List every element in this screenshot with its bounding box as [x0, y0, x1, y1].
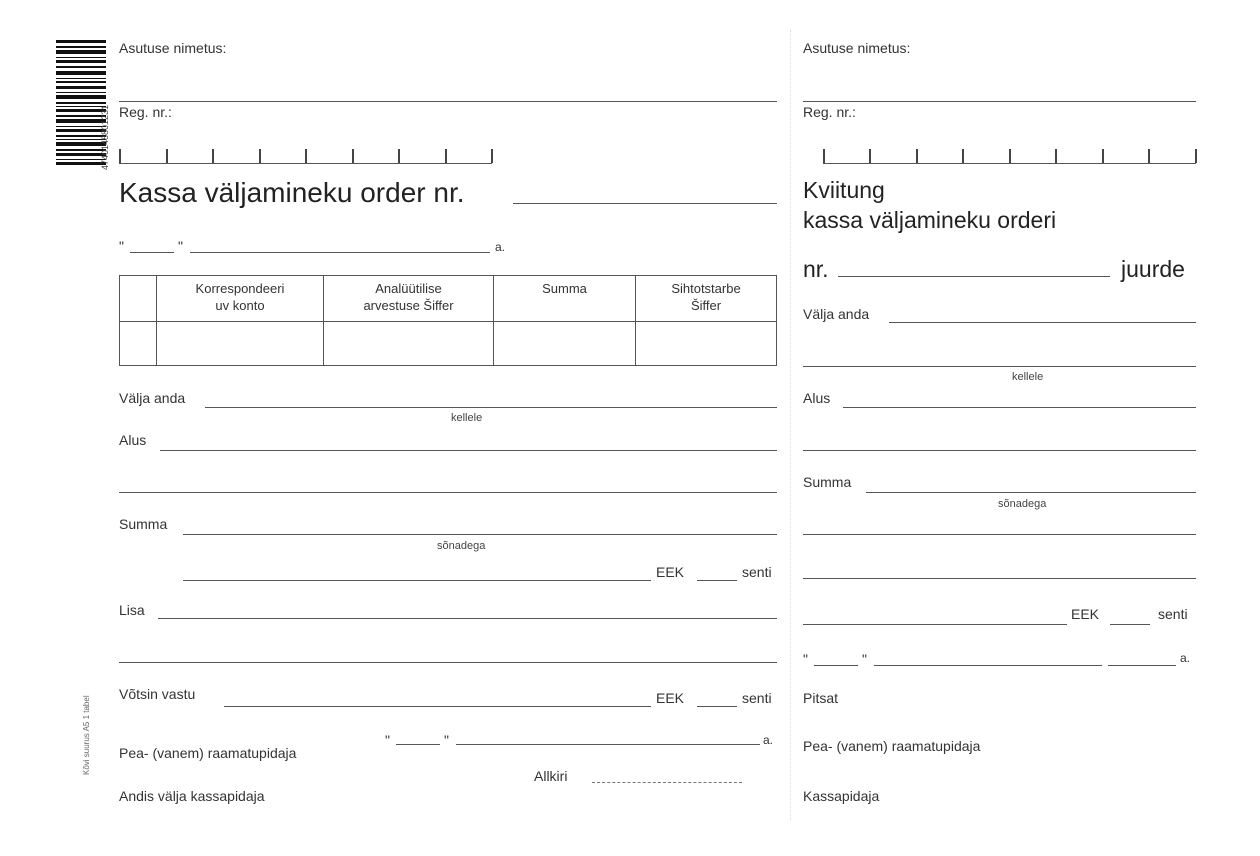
receipt-sum-label: Summa	[803, 474, 852, 490]
sum-words-line-2[interactable]	[183, 580, 651, 581]
table-cell-account[interactable]	[157, 322, 323, 365]
date2-month-line[interactable]	[456, 744, 760, 745]
receipt-institution-label: Asutuse nimetus:	[803, 40, 911, 56]
receipt-reg-label: Reg. nr.:	[803, 104, 856, 120]
currency-label-2: EEK	[656, 690, 685, 706]
side-note: Kõvi suurus A5 1 tabel	[82, 695, 91, 775]
table-header-account: Korrespondeeri uv konto	[195, 281, 285, 313]
signature-label: Allkiri	[534, 768, 568, 784]
receipt-reg-tick	[962, 149, 964, 163]
receipt-reg-tick	[869, 149, 871, 163]
reg-tick	[398, 149, 400, 163]
receipt-pay-to-line[interactable]	[889, 322, 1196, 323]
receipt-date-month-line[interactable]	[874, 665, 1102, 666]
date-year-suffix: a.	[495, 240, 506, 254]
date-day-line[interactable]	[130, 252, 174, 253]
pay-to-label: Välja anda	[119, 390, 186, 406]
sum-words-line[interactable]	[183, 534, 777, 535]
currency-label: EEK	[656, 564, 685, 580]
receipt-institution-line[interactable]	[803, 101, 1196, 102]
reg-tick	[259, 149, 261, 163]
table-header-sum: Summa	[542, 281, 587, 296]
receipt-reg-tick	[1055, 149, 1057, 163]
receipt-sum-hint: sõnadega	[998, 498, 1047, 510]
tear-divider	[790, 30, 791, 820]
reg-code-field[interactable]	[119, 163, 492, 164]
receipt-date-year-line[interactable]	[1108, 665, 1176, 666]
receipt-stamp-label: Pitsat	[803, 690, 839, 706]
receipt-basis-label: Alus	[803, 390, 831, 406]
cents-label: senti	[742, 564, 772, 580]
reg-tick	[166, 149, 168, 163]
accountant-label: Pea- (vanem) raamatupidaja	[119, 745, 297, 761]
reg-tick	[212, 149, 214, 163]
receipt-cents-label: senti	[1158, 606, 1188, 622]
receipt-pay-to-hint: kellele	[1012, 371, 1044, 383]
date2-day-line[interactable]	[396, 744, 440, 745]
receipt-reg-tick	[1195, 149, 1197, 163]
receipt-reg-tick	[823, 149, 825, 163]
receipt-basis-line-2[interactable]	[803, 450, 1196, 451]
reg-tick	[352, 149, 354, 163]
institution-label: Asutuse nimetus:	[119, 40, 227, 56]
basis-line-2[interactable]	[119, 492, 777, 493]
barcode-image	[56, 40, 106, 168]
table-cell-analytic[interactable]	[324, 322, 493, 365]
receipt-sum-line-3[interactable]	[803, 578, 1196, 579]
receipt-date-quote-open: "	[803, 651, 808, 667]
sum-hint: sõnadega	[437, 540, 486, 552]
receipt-date-year-suffix: a.	[1180, 651, 1191, 665]
table-header-analytic: Analüütilise arvestuse Šiffer	[363, 281, 454, 313]
receipt-sum-line-4[interactable]	[803, 624, 1067, 625]
receipt-juurde-label: juurde	[1121, 256, 1185, 282]
date-month-line[interactable]	[190, 252, 490, 253]
appendix-line[interactable]	[158, 618, 777, 619]
receipt-currency-label: EEK	[1071, 606, 1100, 622]
receipt-date-day-line[interactable]	[814, 665, 858, 666]
receipt-reg-tick	[1102, 149, 1104, 163]
basis-line[interactable]	[160, 450, 777, 451]
date2-quote-open: "	[385, 732, 390, 748]
receipt-subtitle: kassa väljamineku orderi	[803, 207, 1057, 233]
receipt-reg-code-field[interactable]	[823, 163, 1196, 164]
signature-line[interactable]	[592, 782, 742, 783]
receipt-nr-label: nr.	[803, 256, 829, 282]
receipt-reg-tick	[1148, 149, 1150, 163]
table-cell-purpose[interactable]	[636, 322, 776, 365]
cents-line[interactable]	[697, 580, 737, 581]
date2-quote-close: "	[444, 732, 449, 748]
reg-tick	[491, 149, 493, 163]
table-cell-sum[interactable]	[494, 322, 635, 365]
cents-label-2: senti	[742, 690, 772, 706]
sum-label: Summa	[119, 516, 168, 532]
receipt-title: Kviitung	[803, 177, 885, 203]
receipt-order-number-line[interactable]	[838, 276, 1110, 277]
reg-label: Reg. nr.:	[119, 104, 172, 120]
receipt-sum-line[interactable]	[866, 492, 1196, 493]
table-header-purpose: Sihtotstarbe Šiffer	[671, 281, 741, 313]
receipt-basis-line[interactable]	[843, 407, 1196, 408]
cents-line-2[interactable]	[697, 706, 737, 707]
receipt-pay-to-label: Välja anda	[803, 306, 870, 322]
order-number-line[interactable]	[513, 203, 777, 204]
receipt-reg-tick	[1009, 149, 1011, 163]
receipt-date-quote-close: "	[862, 651, 867, 667]
receipt-accountant-label: Pea- (vanem) raamatupidaja	[803, 738, 981, 754]
receipt-sum-line-2[interactable]	[803, 534, 1196, 535]
receipt-cashier-label: Kassapidaja	[803, 788, 880, 804]
institution-line[interactable]	[119, 101, 777, 102]
appendix-line-2[interactable]	[119, 662, 777, 663]
cashier-label: Andis välja kassapidaja	[119, 788, 265, 804]
accounting-table	[119, 275, 777, 366]
received-amount-line[interactable]	[224, 706, 651, 707]
date-quote-open: "	[119, 238, 124, 254]
order-title: Kassa väljamineku order nr.	[119, 177, 465, 208]
pay-to-hint: kellele	[451, 412, 483, 424]
reg-tick	[445, 149, 447, 163]
pay-to-line[interactable]	[205, 407, 777, 408]
received-label: Võtsin vastu	[119, 686, 196, 702]
date-quote-close: "	[178, 238, 183, 254]
barcode-number: 4740148801231	[100, 104, 110, 170]
basis-label: Alus	[119, 432, 147, 448]
receipt-cents-line[interactable]	[1110, 624, 1150, 625]
reg-tick	[119, 149, 121, 163]
reg-tick	[305, 149, 307, 163]
date2-year-suffix: a.	[763, 733, 774, 747]
receipt-pay-to-line-2[interactable]	[803, 366, 1196, 367]
receipt-reg-tick	[916, 149, 918, 163]
appendix-label: Lisa	[119, 602, 145, 618]
